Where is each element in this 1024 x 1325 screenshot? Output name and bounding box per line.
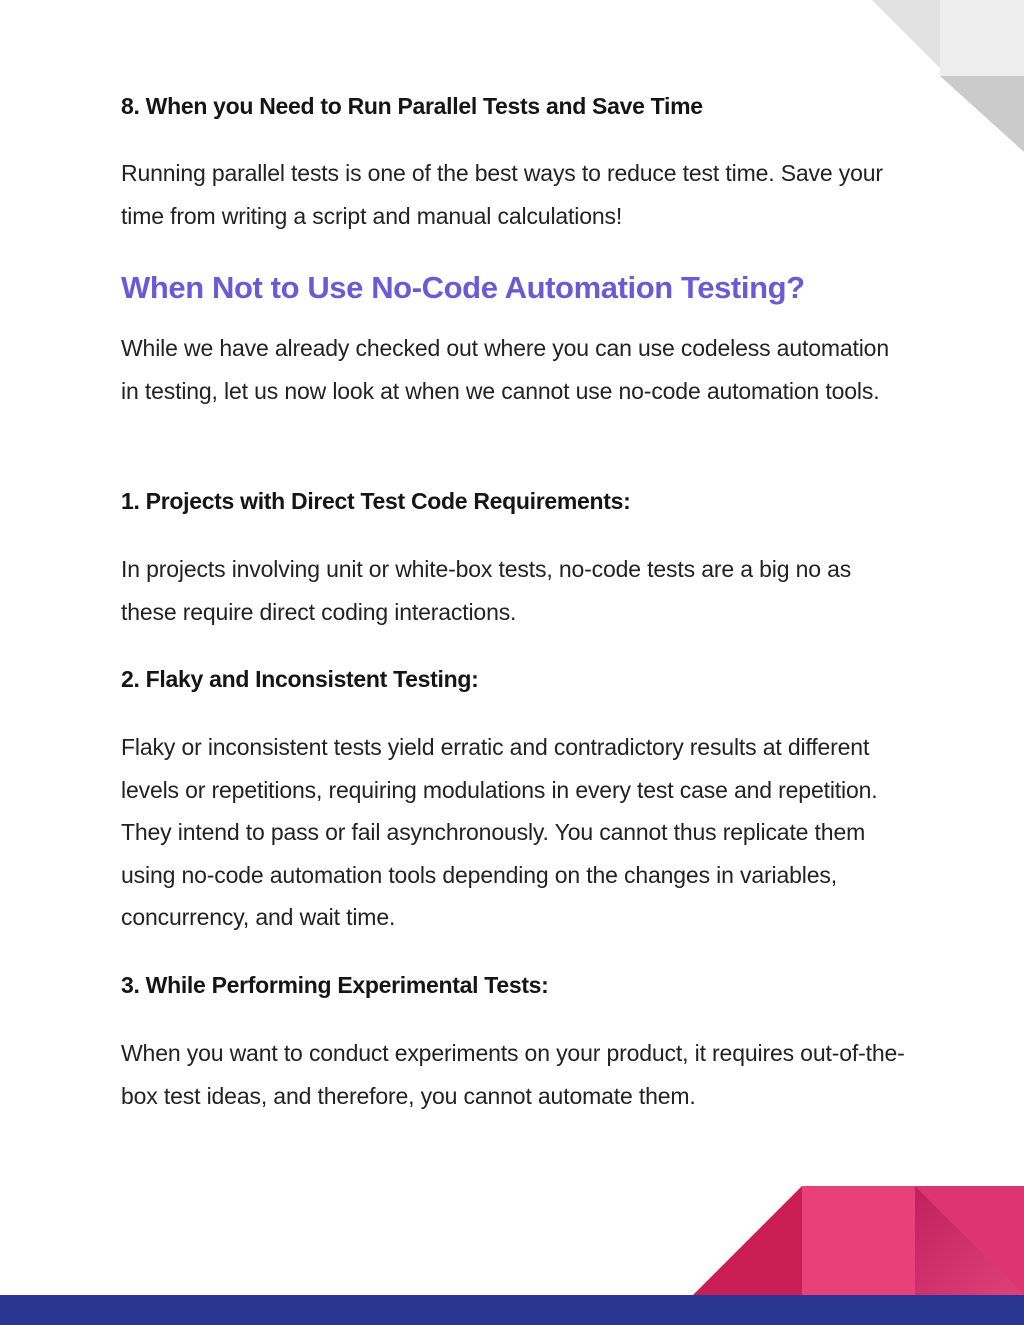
main-heading: When Not to Use No-Code Automation Testing? — [121, 270, 805, 305]
pink-block — [802, 1186, 915, 1295]
corner-decoration-top — [864, 0, 1024, 160]
corner-light-square — [940, 0, 1024, 76]
item-2-heading: 2. Flaky and Inconsistent Testing: — [121, 666, 479, 692]
section-8-heading: 8. When you Need to Run Parallel Tests and Save Time — [121, 93, 703, 119]
footer-decoration — [0, 1183, 1024, 1325]
item-2-body: Flaky or inconsistent tests yield erratic and contradictory results at different levels or repetitions, requiring modulations in every test case and repetition. They intend to pass or fail asynchronously. You cannot thus replicate them using no-code automation tools depending on the changes in variables, concurrency, and wait time. — [121, 734, 878, 931]
footer-bar — [0, 1295, 1024, 1325]
item-3-heading: 3. While Performing Experimental Tests: — [121, 972, 549, 998]
corner-gray-triangle — [940, 76, 1024, 152]
intro-paragraph: While we have already checked out where you can use codeless automation in testing, let us now look at when we cannot use no-code automation tools. — [121, 335, 889, 404]
section-8-body: Running parallel tests is one of the best ways to reduce test time. Save your time from writing a script and manual calculations! — [121, 160, 883, 229]
crimson-triangle — [693, 1186, 802, 1295]
item-1-body: In projects involving unit or white-box tests, no-code tests are a big no as these require direct coding interactions. — [121, 556, 852, 625]
item-3-body: When you want to conduct experiments on your product, it requires out-of-the-box test ideas, and therefore, you cannot automate them. — [121, 1040, 905, 1109]
corner-light-triangle — [872, 0, 940, 68]
item-1-heading: 1. Projects with Direct Test Code Requirements: — [121, 488, 631, 514]
